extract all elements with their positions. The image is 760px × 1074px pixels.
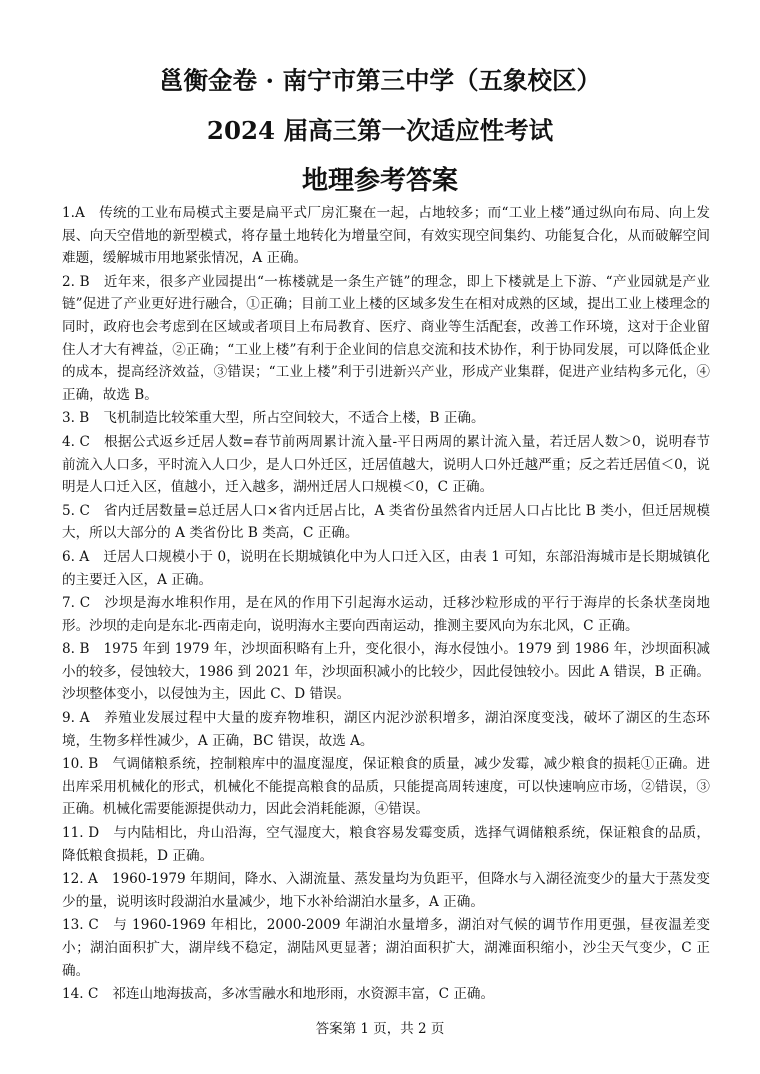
answer-text: 迁居人口规模小于 0，说明在长期城镇化中为人口迁入区，由表 1 可知，东部沿海城市是长期城镇化的主要迁入区，A 正确。 bbox=[62, 548, 710, 588]
answer-text: 与内陆相比，舟山沿海，空气湿度大，粮食容易发霉变质，选择气调储粮系统，保证粮食的品质，降低粮食损耗，D 正确。 bbox=[62, 825, 711, 864]
answer-item bbox=[62, 407, 710, 430]
answer-number: 4. C bbox=[62, 433, 90, 450]
answer-item bbox=[62, 914, 710, 982]
answer-number: 1.A bbox=[62, 205, 85, 221]
answer-item bbox=[62, 202, 710, 270]
answer-item bbox=[62, 868, 710, 913]
answers-body bbox=[62, 202, 710, 1007]
answer-text: 根据公式返乡迁居人数=春节前两周累计流入量-平日两周的累计流入量，若迁居人数＞0，说明春节前流入人口多，平时流入人口少，是人口外迁区，迁居值越大，说明人口外迁越严重；反之若迁居值＜0，说明是人口迁入区，值越小，迁入越多，湖州迁居人口规模＜0，C 正确。 bbox=[62, 433, 710, 496]
answer-item bbox=[62, 546, 710, 591]
answer-number: 6. A bbox=[62, 548, 90, 565]
answer-text: 1960-1979 年期间，降水、入湖流量、蒸发量均为负距平，但降水与入湖径流变少的量大于蒸发变少的量，说明该时段湖泊水量减少，地下水补给湖泊水量多，A 正确。 bbox=[62, 871, 710, 910]
answer-text: 与 1960-1969 年相比，2000-2009 年湖泊水量增多，湖泊对气候的调节作用更强，昼夜温差变小；湖泊面积扩大，湖岸线不稳定，湖陆风更显著；湖泊面积扩大，湖滩面积缩小，沙尘天气变少，C 正确。 bbox=[62, 917, 711, 979]
answer-text: 养殖业发展过程中大量的废弃物堆积，湖区内泥沙淤积增多，湖泊深度变浅，破坏了湖区的生态环境，生物多样性减少，A 正确，BC 错误，故选 A。 bbox=[62, 710, 711, 749]
page-footer: 答案第 1 页，共 2 页 bbox=[315, 1021, 445, 1037]
answer-number: 13. C bbox=[62, 917, 99, 934]
answer-text: 近年来，很多产业园提出“一栋楼就是一条生产链”的理念，即上下楼就是上下游、“产业园就是产业链”促进了产业更好进行融合，①正确；目前工业上楼的区域多发生在相对成熟的区域，提出工业上楼理念的同时，政府也会考虑到在区域或者项目上布局教育、医疗、商业等生活配套，改善工作环境，这对于企业留住人才大有裨益，②正确；“工业上楼”有利于企业间的信息交流和技术协作，利于协同发展，可以降低企业的成本，提高经济效益，③错误；“工业上楼”利于引进新兴产业，形成产业集群，促进产业结构多元化，④正确，故选 B。 bbox=[62, 273, 710, 403]
exam-title: 2024 届高三第一次适应性考试 bbox=[206, 116, 554, 145]
answer-text: 气调储粮系统，控制粮库中的温度湿度，保证粮食的质量，减少发霉，减少粮食的损耗①正确。进出库采用机械化的形式，机械化不能提高粮食的品质，只能提高周转速度，可以快速响应市场，②错误，③正确。机械化需要能源提供动力，因此会消耗能源，④错误。 bbox=[62, 756, 711, 818]
answer-text: 沙坝是海水堆积作用，是在风的作用下引起海水运动，迁移沙粒形成的平行于海岸的长条状垄岗地形。沙坝的走向是东北-西南走向，说明海水主要向西南运动，推测主要风向为东北风，C 正确。 bbox=[62, 595, 710, 634]
answer-number: 3. B bbox=[62, 410, 90, 427]
answer-item bbox=[62, 753, 710, 821]
answer-number: 5. C bbox=[62, 502, 90, 519]
school-title: 邕衡金卷 · 南宁市第三中学（五象校区） bbox=[158, 66, 602, 95]
answer-text: 传统的工业布局模式主要是扁平式厂房汇聚在一起，占地较多；而“工业上楼”通过纵向布局、向上发展、向天空借地的新型模式，将存量土地转化为增量空间，有效实现空间集约、功能复合化，从而破解空间难题，缓解城市用地紧张情况，A 正确。 bbox=[62, 205, 710, 267]
answer-number: 14. C bbox=[62, 986, 99, 1003]
subject-title: 地理参考答案 bbox=[301, 166, 458, 196]
answer-item bbox=[62, 500, 710, 545]
answer-item bbox=[62, 822, 710, 867]
answer-text: 省内迁居数量=总迁居人口×省内迁居占比，A 类省份虽然省内迁居人口占比比 B 类小，但迁居规模大，所以大部分的 A 类省份比 B 类高，C 正确。 bbox=[62, 502, 711, 542]
answer-text: 飞机制造比较笨重大型，所占空间较大，不适合上楼，B 正确。 bbox=[103, 410, 485, 427]
answer-number: 12. A bbox=[62, 871, 98, 888]
answer-item bbox=[62, 271, 710, 407]
answer-text: 1975 年到 1979 年，沙坝面积略有上升，变化很小，海水侵蚀小。1979 到 1986 年，沙坝面积减小的较多，侵蚀较大，1986 到 2021 年，沙坝面积减小的比较少，因此侵蚀较小。因此 A 错误，B 正确。沙坝整体变小，以侵蚀为主，因此 C、D 错误。 bbox=[62, 641, 710, 703]
answer-item bbox=[62, 707, 710, 752]
answer-number: 8. B bbox=[62, 641, 90, 658]
answer-item bbox=[62, 431, 710, 499]
answer-number: 10. B bbox=[62, 756, 99, 773]
answer-number: 7. C bbox=[62, 595, 91, 612]
answer-item bbox=[62, 983, 710, 1006]
answer-item bbox=[62, 638, 710, 706]
answer-text: 祁连山地海拔高，多冰雪融水和地形雨，水资源丰富，C 正确。 bbox=[112, 986, 495, 1003]
answer-number: 9. A bbox=[62, 710, 90, 727]
answer-number: 2. B bbox=[62, 273, 90, 290]
answer-number: 11. D bbox=[62, 825, 100, 842]
answer-item bbox=[62, 592, 710, 637]
